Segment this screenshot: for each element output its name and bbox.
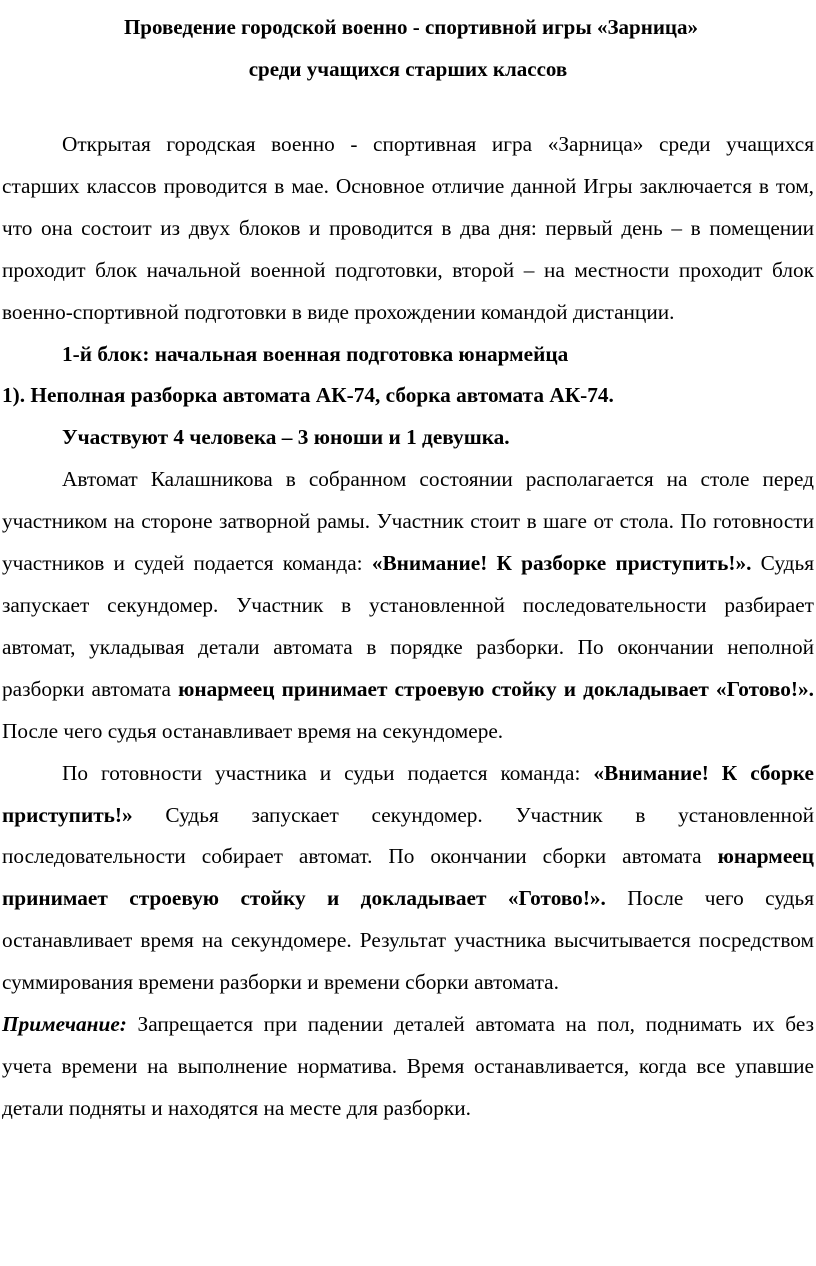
disassembly-paragraph	[2, 459, 814, 752]
block-1-heading: 1-й блок: начальная военная подготовка юнармейца	[62, 341, 569, 366]
disassembly-text-2: Судья запускает секундомер. Участник в установленной последовательности разбирает автомат, укладывая детали автомата в порядке разборки. По окончании неполной разборки автомата	[2, 551, 814, 701]
disassembly-command: «Внимание! К разборке приступить!».	[371, 551, 752, 576]
assembly-report: юнармеец принимает строевую стойку и докладывает «Готово!».	[2, 844, 814, 911]
disassembly-text-1: Автомат Калашникова в собранном состоянии располагается на столе перед участником на стороне затворной рамы. Участник стоит в шаге от стола. По готовности участников и судей подается команда:	[2, 467, 814, 576]
disassembly-text-3: После чего судья останавливает время на секундомере.	[2, 718, 504, 743]
assembly-text-3: После чего судья останавливает время на секундомере. Результат участника высчитывается посредством суммирования времени разборки и времени сборки автомата.	[2, 886, 814, 995]
assembly-text-1: По готовности участника и судьи подается команда:	[62, 760, 594, 785]
intro-paragraph: Открытая городская военно - спортивная игра «Зарница» среди учащихся старших классов проводится в мае. Основное отличие данной Игры заключается в том, что она состоит из двух блоков и проводится в два дня: первый день – в помещении проходит блок начальной военной подготовки, второй – на местности проходит блок военно-спортивной подготовки в виде прохождении командой дистанции.	[2, 132, 814, 324]
section-1-heading: 1). Неполная разборка автомата АК-74, сборка автомата АК-74.	[2, 383, 614, 408]
document-title-line-2: среди учащихся старших классов	[248, 57, 568, 81]
assembly-command: «Внимание! К сборке приступить!»	[2, 760, 814, 827]
disassembly-report: юнармеец принимает строевую стойку и докладывает «Готово!».	[178, 676, 814, 701]
participants-heading: Участвуют 4 человека – 3 юноши и 1 девушка.	[62, 425, 510, 450]
assembly-paragraph	[2, 753, 814, 1004]
note-label: Примечание:	[2, 1012, 127, 1037]
note-text: Запрещается при падении деталей автомата на пол, поднимать их без учета времени на выполнение норматива. Время останавливается, когда все упавшие детали подняты и находятся на месте для разборки.	[2, 1012, 814, 1120]
document-title-line-1: Проведение городской военно - спортивной игры «Зарница»	[123, 15, 699, 39]
title-spacer	[2, 90, 814, 124]
note-paragraph	[2, 1004, 814, 1130]
assembly-text-2: Судья запускает секундомер. Участник в установленной последовательности собирает автомат. По окончании сборки автомата	[2, 802, 814, 869]
